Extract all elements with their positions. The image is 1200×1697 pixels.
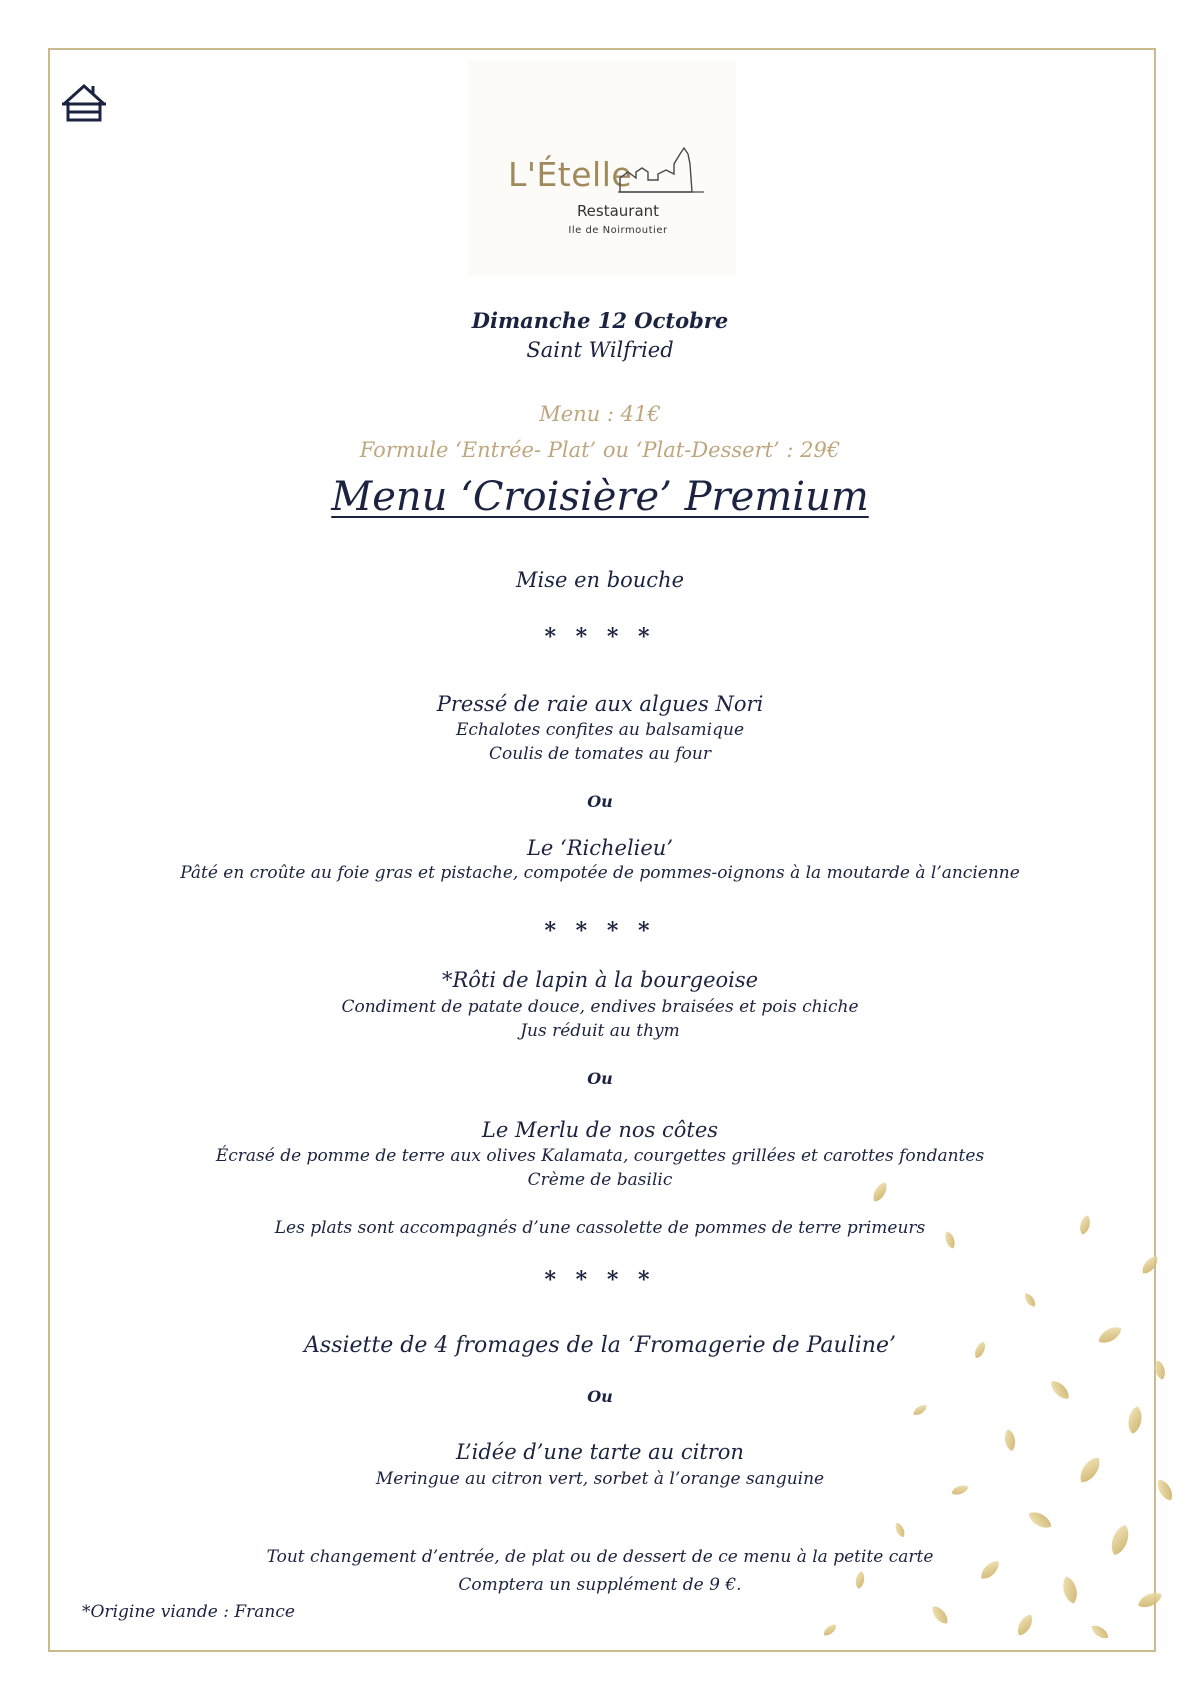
supplement-note: Comptera un supplément de 9 €. bbox=[458, 1575, 742, 1595]
main-2-detail: Écrasé de pomme de terre aux olives Kalamata, courgettes grillées et carottes fondantes bbox=[215, 1146, 985, 1166]
change-note: Tout changement d’entrée, de plat ou de dessert de ce menu à la petite carte bbox=[266, 1547, 934, 1567]
dessert-1-name: Assiette de 4 fromages de la ‘Fromagerie de Pauline’ bbox=[304, 1333, 896, 1358]
house-icon bbox=[60, 80, 108, 124]
mise-en-bouche: Mise en bouche bbox=[515, 568, 685, 592]
mains-note: Les plats sont accompagnés d’une cassolette de pommes de terre primeurs bbox=[274, 1218, 926, 1238]
saint-of-day: Saint Wilfried bbox=[526, 338, 674, 362]
starter-1-name: Pressé de raie aux algues Nori bbox=[436, 692, 764, 716]
starter-1-detail: Coulis de tomates au four bbox=[489, 744, 711, 764]
main-1-name: *Rôti de lapin à la bourgeoise bbox=[441, 968, 759, 992]
or-label: Ou bbox=[587, 792, 613, 811]
or-label: Ou bbox=[587, 1069, 613, 1088]
formule-price: Formule ‘Entrée- Plat’ ou ‘Plat-Dessert’ : 29€ bbox=[359, 438, 841, 462]
starter-2-detail: Pâté en croûte au foie gras et pistache, compotée de pommes-oignons à la moutarde à l’ancienne bbox=[180, 863, 1020, 883]
menu-price: Menu : 41€ bbox=[539, 402, 661, 426]
menu-title: Menu ‘Croisière’ Premium bbox=[331, 474, 869, 520]
logo-name: L'Ételle bbox=[508, 155, 633, 194]
logo-subtitle: Restaurant bbox=[576, 202, 660, 220]
dessert-2-detail: Meringue au citron vert, sorbet à l’orange sanguine bbox=[375, 1469, 825, 1489]
restaurant-logo bbox=[468, 60, 736, 276]
or-label: Ou bbox=[587, 1387, 613, 1406]
main-2-name: Le Merlu de nos côtes bbox=[481, 1118, 719, 1142]
main-2-detail: Crème de basilic bbox=[527, 1170, 673, 1190]
starter-1-detail: Echalotes confites au balsamique bbox=[455, 720, 745, 740]
menu-date: Dimanche 12 Octobre bbox=[471, 308, 729, 333]
course-separator: * * * * bbox=[544, 918, 656, 944]
building-icon bbox=[618, 144, 704, 194]
logo-location: Ile de Noirmoutier bbox=[568, 225, 668, 236]
gold-leaves-decoration bbox=[800, 1170, 1180, 1650]
course-separator: * * * * bbox=[544, 1267, 656, 1293]
dessert-2-name: L’idée d’une tarte au citron bbox=[456, 1440, 744, 1464]
starter-2-name: Le ‘Richelieu’ bbox=[526, 836, 674, 860]
main-1-detail: Condiment de patate douce, endives braisées et pois chiche bbox=[341, 997, 859, 1017]
main-1-detail: Jus réduit au thym bbox=[520, 1021, 680, 1041]
meat-origin-note: *Origine viande : France bbox=[82, 1602, 295, 1622]
course-separator: * * * * bbox=[544, 624, 656, 650]
